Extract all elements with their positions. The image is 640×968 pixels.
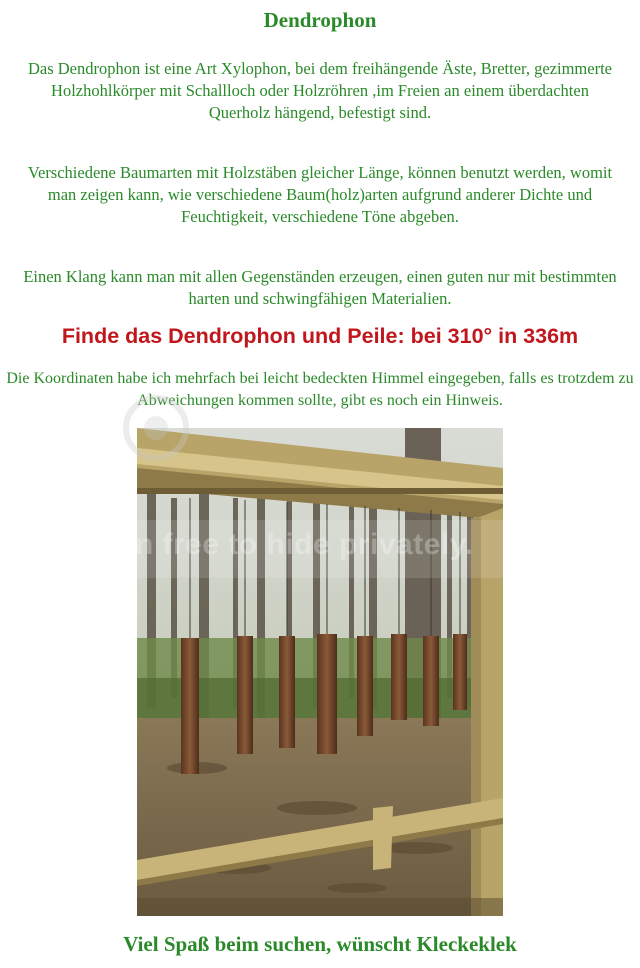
page-title: Dendrophon (263, 8, 377, 32)
bearing-headline: Finde das Dendrophon und Peile: bei 310° in 336m (61, 324, 579, 348)
dendrophon-illustration (137, 428, 503, 916)
intro-paragraph: Das Dendrophon ist eine Art Xylophon, bei dem freihängende Äste, Bretter, gezimmerte Holzhohlkörper mit Schallloch oder Holzröhren ,im Freien an einem überdachten Querholz hängend, befestigt sind. (27, 59, 612, 122)
tree-species-paragraph: Verschiedene Baumarten mit Holzstäben gleicher Länge, können benutzt werden, womit man zeigen kann, wie verschiedene Baum(holz)arten aufgrund anderer Dichte und Feuchtigkeit, verschiedene Töne abgeben. (27, 163, 613, 226)
coordinates-note: Die Koordinaten habe ich mehrfach bei leicht bedeckten Himmel eingegeben, falls es trotzdem zu Abweichungen kommen sollte, gibt es noch ein Hinweis. (6, 370, 634, 409)
dendrophon-photo (137, 428, 503, 916)
closing-message: Viel Spaß beim suchen, wünscht Kleckeklek (123, 932, 517, 956)
watermark-text: Join free to hide privately. (90, 528, 474, 561)
sound-paragraph: Einen Klang kann man mit allen Gegenständen erzeugen, einen guten nur mit bestimmten harten und schwingfähigen Materialien. (23, 267, 617, 308)
